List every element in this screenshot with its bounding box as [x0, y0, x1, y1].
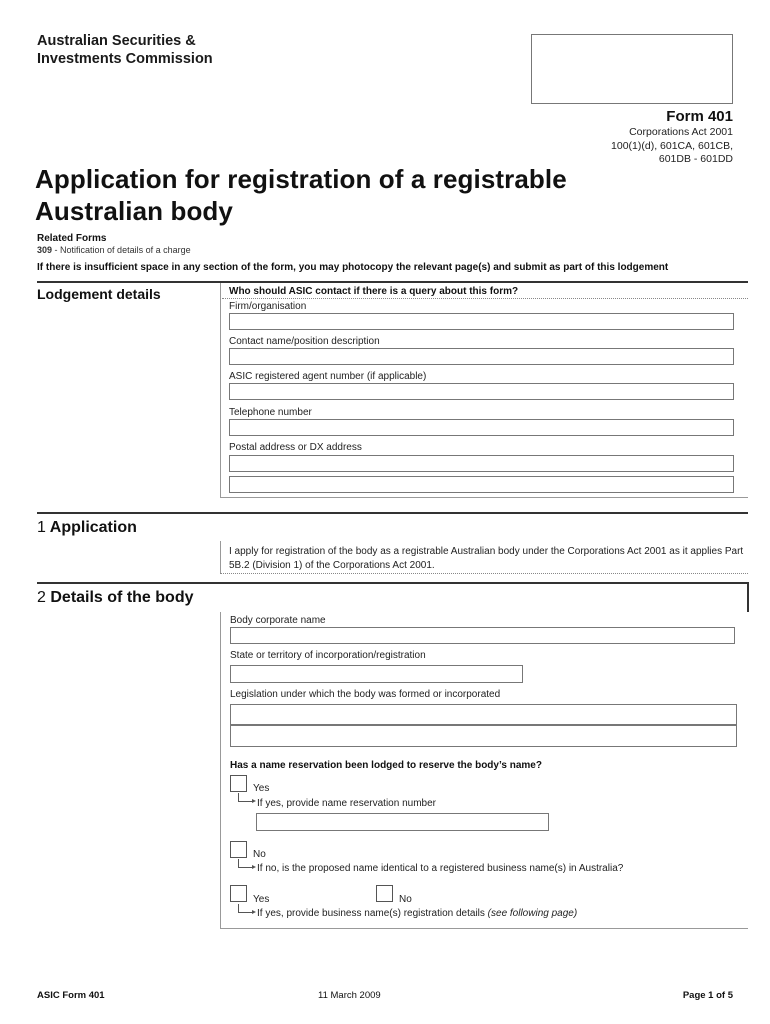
firm-label: Firm/organisation: [229, 301, 307, 312]
section-2-right-rule: [747, 582, 749, 612]
reservation-no-checkbox[interactable]: [230, 841, 247, 858]
section-1-title: [37, 519, 137, 537]
reservation-yes-checkbox[interactable]: [230, 775, 247, 792]
identical-name-question: If no, is the proposed name identical to a registered business name(s) in Australia?: [257, 863, 624, 874]
related-form-item: [37, 245, 191, 255]
related-forms-heading: Related Forms: [37, 233, 107, 244]
section-2-title: [37, 589, 193, 607]
section-2-bottom-rule: [220, 928, 748, 929]
section-2-left-rule: [220, 612, 221, 928]
declaration-line-2: 5B.2 (Division 1) of the Corporations Act 2001.: [229, 560, 435, 571]
act-reference: [611, 126, 733, 167]
no-followup-connector: [238, 859, 253, 868]
state-label: State or territory of incorporation/registration: [230, 650, 426, 661]
organisation-name: [37, 32, 213, 68]
identical-yes-connector: [238, 904, 253, 913]
act-line-1: Corporations Act 2001: [629, 126, 733, 138]
section-1-dotted-rule: [220, 573, 748, 574]
postal-address-field-line-1[interactable]: [229, 455, 734, 472]
business-name-details-note: (see following page): [487, 908, 578, 919]
identical-no-checkbox[interactable]: [376, 885, 393, 902]
identical-yes-arrowhead: [252, 910, 256, 914]
footer-form-name: ASIC Form 401: [37, 990, 105, 1001]
section-2-number: 2: [37, 589, 46, 606]
section-1-title-text: Application: [49, 519, 137, 536]
act-line-2: 100(1)(d), 601CA, 601CB,: [611, 139, 733, 152]
insufficient-space-note: If there is insufficient space in any section of the form, you may photocopy the relevant page(s) and submit as part of this lodgement: [37, 262, 669, 273]
state-field[interactable]: [230, 665, 523, 683]
organisation-line-2: Investments Commission: [37, 51, 213, 67]
office-use-box: [531, 34, 733, 104]
footer-date: 11 March 2009: [318, 990, 381, 1001]
reservation-number-field[interactable]: [256, 813, 549, 831]
page-title: [35, 163, 567, 227]
lodgement-bottom-rule: [220, 497, 748, 498]
legislation-label: Legislation under which the body was formed or incorporated: [230, 689, 501, 700]
related-form-desc: - Notification of details of a charge: [52, 245, 191, 255]
telephone-field[interactable]: [229, 419, 734, 436]
lodgement-left-rule: [220, 283, 221, 498]
legislation-field-line-2[interactable]: [230, 725, 737, 747]
agent-number-field[interactable]: [229, 383, 734, 400]
agent-number-label: ASIC registered agent number (if applicable): [229, 371, 427, 382]
body-name-field[interactable]: [230, 627, 735, 644]
section-1-declaration: [229, 545, 743, 573]
related-form-code: 309: [37, 245, 53, 255]
lodgement-title: Lodgement details: [37, 286, 161, 302]
organisation-line-1: Australian Securities &: [37, 33, 196, 49]
form-number: Form 401: [666, 108, 733, 125]
firm-field[interactable]: [229, 313, 734, 330]
reservation-no-label: No: [253, 849, 266, 860]
section-1-divider: [37, 512, 748, 514]
act-line-3: 601DB - 601DD: [658, 153, 733, 165]
postal-address-label: Postal address or DX address: [229, 442, 362, 453]
contact-label: Contact name/position description: [229, 336, 380, 347]
reservation-number-label: If yes, provide name reservation number: [257, 798, 436, 809]
yes-followup-arrowhead: [252, 799, 256, 803]
name-reservation-question: Has a name reservation been lodged to reserve the body’s name?: [230, 760, 542, 771]
identical-no-label: No: [399, 894, 412, 905]
postal-address-field-line-2[interactable]: [229, 476, 734, 493]
telephone-label: Telephone number: [229, 407, 312, 418]
lodgement-question: Who should ASIC contact if there is a query about this form?: [229, 286, 519, 297]
business-name-details-label: [257, 908, 577, 919]
footer-page-number: Page 1 of 5: [682, 990, 733, 1001]
reservation-yes-label: Yes: [253, 783, 270, 794]
page-title-line-1: Application for registration of a registrable: [35, 164, 567, 194]
yes-followup-connector: [238, 793, 253, 802]
lodgement-divider: [37, 281, 748, 283]
body-name-label: Body corporate name: [230, 615, 326, 626]
contact-field[interactable]: [229, 348, 734, 365]
lodgement-dotted-rule: [222, 298, 748, 299]
section-2-divider: [37, 582, 748, 584]
identical-yes-checkbox[interactable]: [230, 885, 247, 902]
page-title-line-2: Australian body: [35, 196, 233, 226]
section-2-title-text: Details of the body: [50, 589, 194, 606]
section-1-number: 1: [37, 519, 46, 536]
legislation-field-line-1[interactable]: [230, 704, 737, 725]
identical-yes-label: Yes: [253, 894, 270, 905]
section-1-left-rule: [220, 541, 221, 573]
declaration-line-1: I apply for registration of the body as a registrable Australian body under the Corporations Act 2001 as it applies Part: [229, 546, 744, 557]
business-name-details-text: If yes, provide business name(s) registration details: [257, 908, 488, 919]
no-followup-arrowhead: [252, 865, 256, 869]
